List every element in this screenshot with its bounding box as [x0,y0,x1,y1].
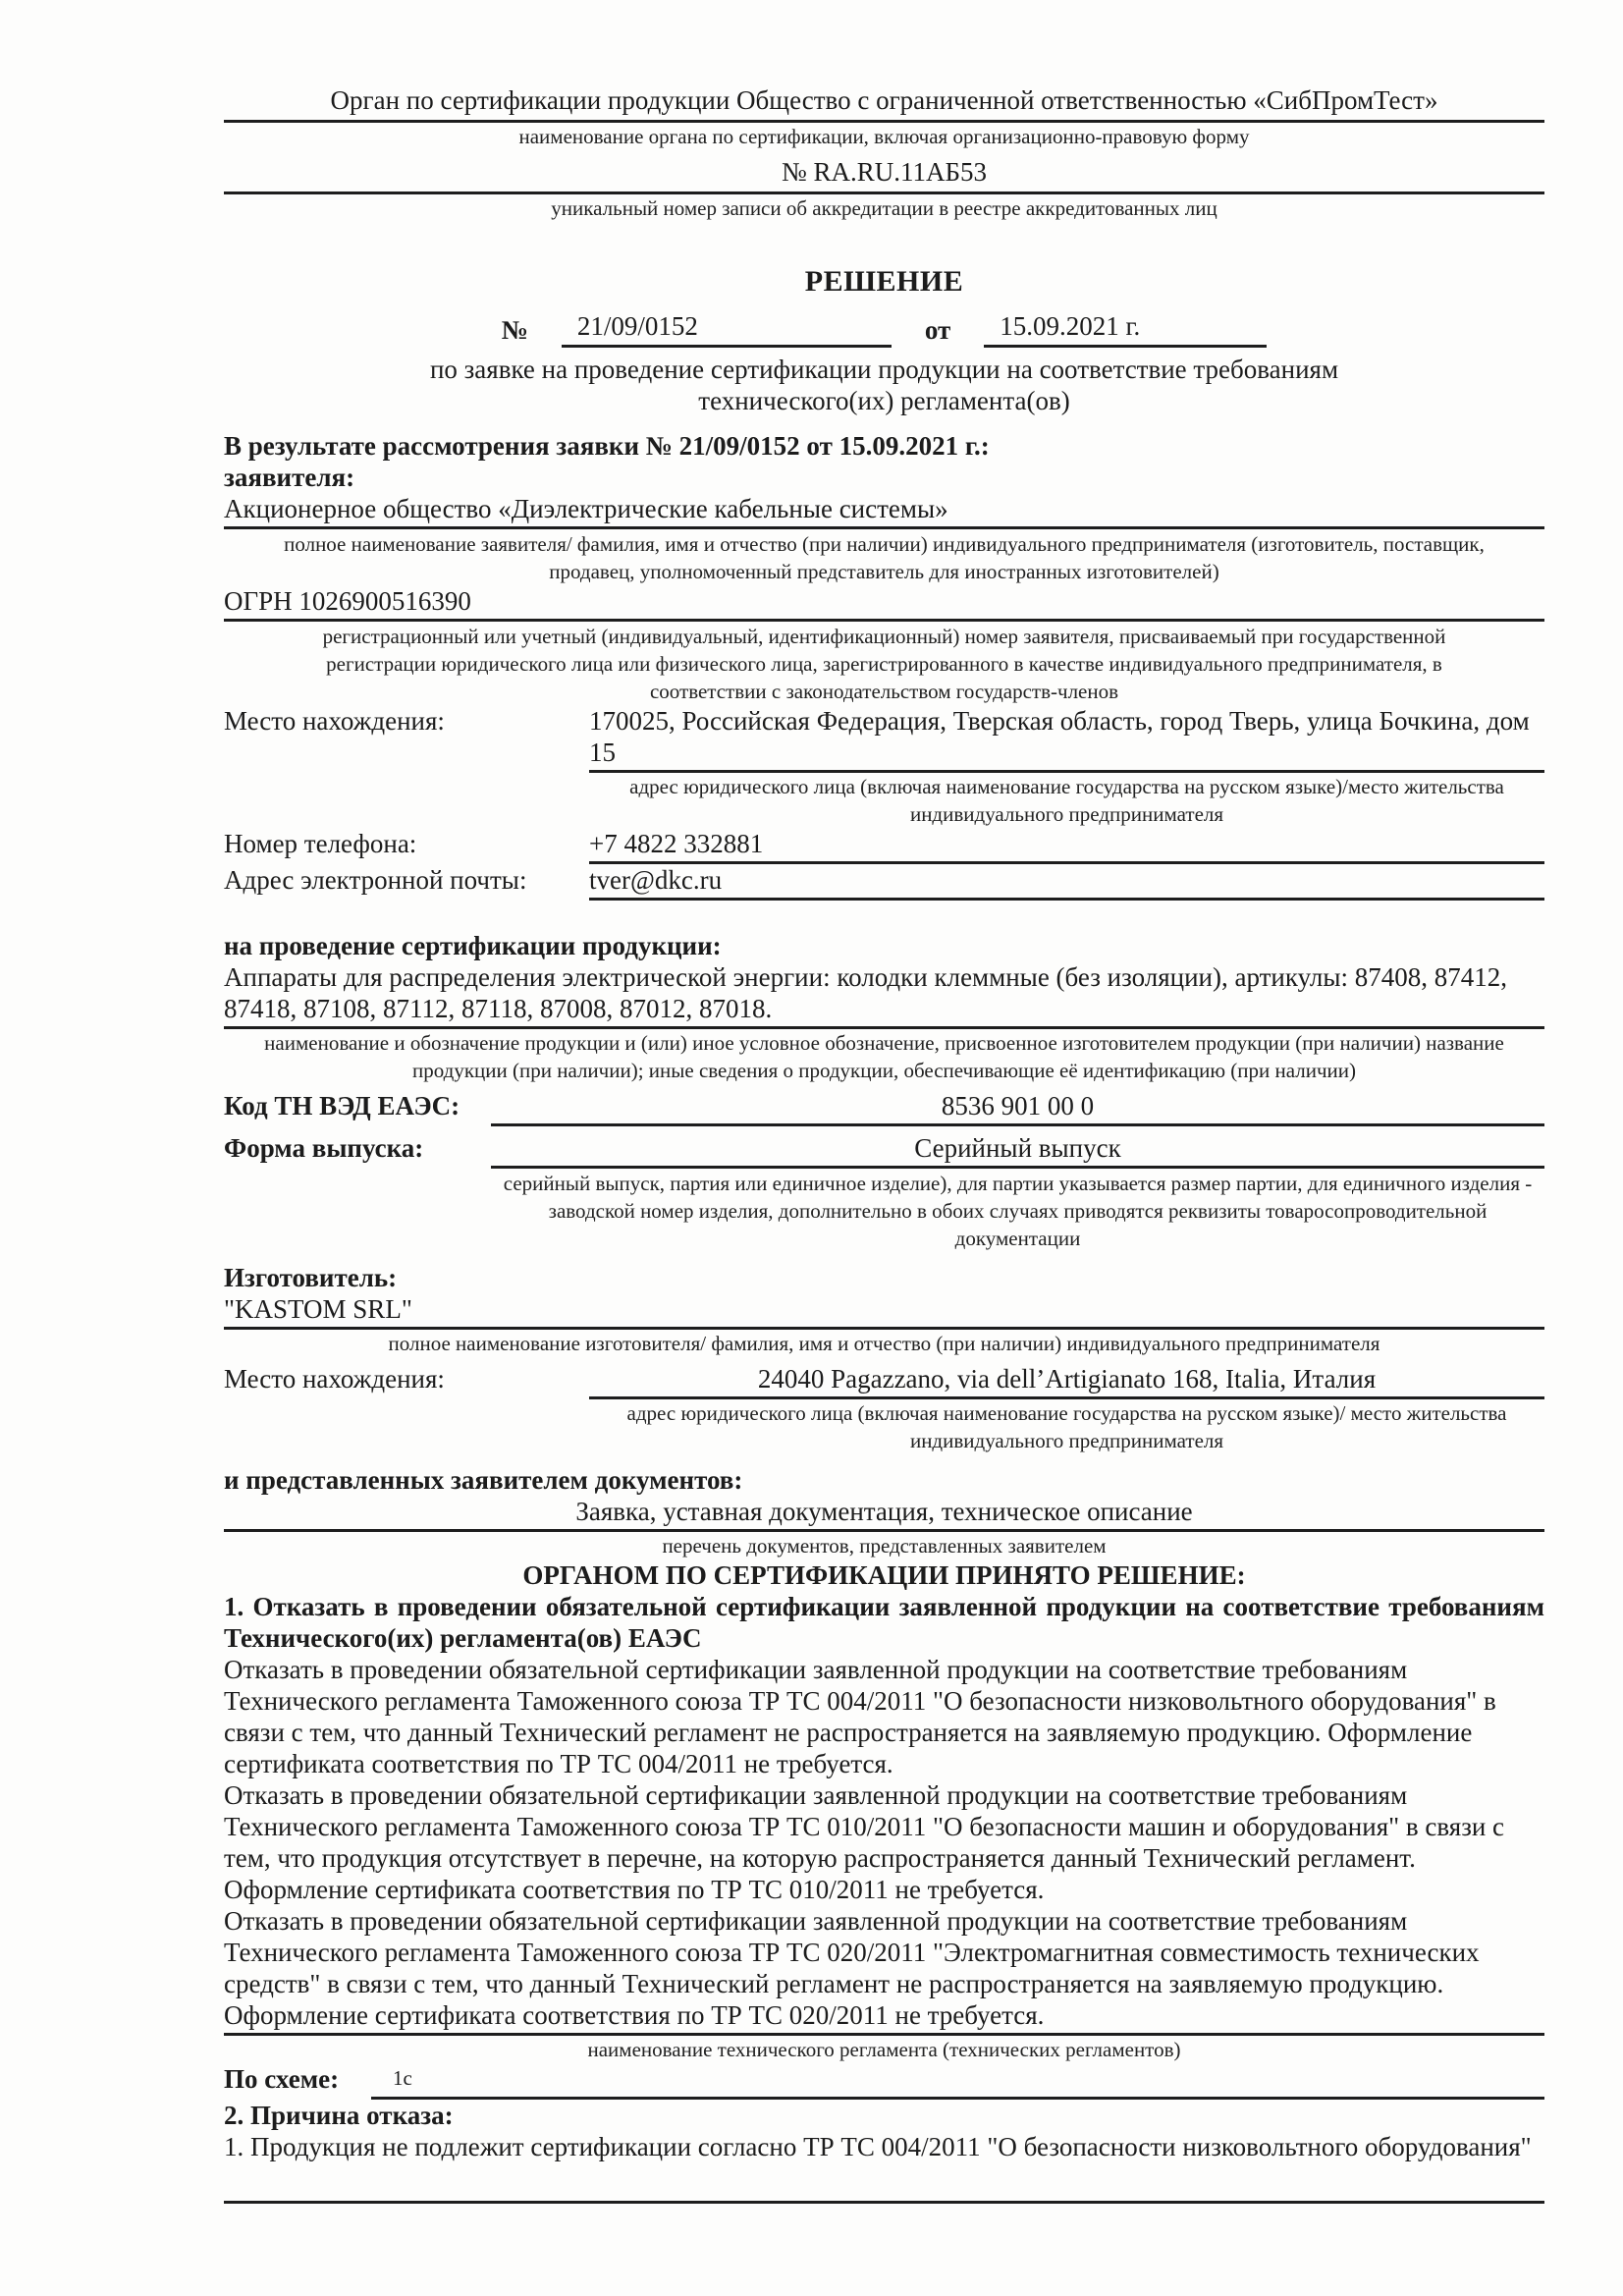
scheme-row [224,2063,1544,2100]
applicant-location-caption: адрес юридического лица (включая наименование государства на русском языке)/место жительства индивидуального предпринимателя [629,775,1504,826]
decision-paragraph-020: Отказать в проведении обязательной сертификации заявленной продукции на соответствие требованиям Технического регламента Таможенного союза ТР ТС 020/2011 "Электромагнитная совместимость технических средств" в связи с тем, что данный Технический регламент не распространяется на заявляемую продукцию. Оформление сертификата соответствия по ТР ТС 020/2011 не требуется. [224,1906,1480,2030]
manufacturer-name-caption: полное наименование изготовителя/ фамилия, имя и отчество (при наличии) индивидуального предпринимателя [388,1332,1380,1355]
review-intro: В результате рассмотрения заявки № 21/09/0152 от 15.09.2021 г.: [224,431,990,461]
refusal-section-heading: 2. Причина отказа: [224,2101,454,2130]
trailing-blank-rule [224,2200,1544,2204]
documents-caption: перечень документов, представленных заявителем [662,1534,1107,1558]
decision-heading: ОРГАНОМ ПО СЕРТИФИКАЦИИ ПРИНЯТО РЕШЕНИЕ: [522,1560,1246,1590]
manufacturer-name: "KASTOM SRL" [224,1293,1544,1330]
accreditation-number-caption: уникальный номер записи об аккредитации в реестре аккредитованных лиц [551,196,1217,220]
refusal-reason: 1. Продукция не подлежит сертификации согласно ТР ТС 004/2011 "О безопасности низковольтного оборудования" [224,2132,1532,2161]
tnved-row [224,1090,1544,1126]
applicant-name-caption: полное наименование заявителя/ фамилия, имя и отчество (при наличии) индивидуального предпринимателя (изготовитель, поставщик, продавец, уполномоченный представитель для иностранных изготовителей) [284,532,1485,583]
release-form-row [224,1132,1544,1252]
scheme-value: 1с [371,2063,1544,2100]
number-sign-label: № [501,315,528,345]
tnved-value: 8536 901 00 0 [491,1090,1544,1126]
product-description: Аппараты для распределения электрической энергии: колодки клеммные (без изоляции), артикулы: 87408, 87412, 87418, 87108, 87112, 87118, 87008, 87012, 87018. [224,961,1544,1029]
accreditation-number: № RA.RU.11АБ53 [224,156,1544,194]
applicant-email-label: Адрес электронной почты: [224,865,527,895]
applicant-email-value: tver@dkc.ru [589,864,1544,901]
manufacturer-location-label: Место нахождения: [224,1364,445,1394]
applicant-phone-label: Номер телефона: [224,829,417,858]
subtitle-line-2: технического(их) регламента(ов) [698,386,1070,415]
applicant-phone-value: +7 4822 332881 [589,828,1544,864]
applicant-location-label: Место нахождения: [224,706,445,736]
applicant-location-row [224,705,1544,828]
tnved-label: Код ТН ВЭД ЕАЭС: [224,1091,460,1121]
manufacturer-location-row [224,1363,1544,1454]
applicant-location-value: 170025, Российская Федерация, Тверская область, город Тверь, улица Бочкина, дом 15 [589,705,1544,773]
applicant-ogrn: ОГРН 1026900516390 [224,585,1544,622]
decision-paragraph-010: Отказать в проведении обязательной сертификации заявленной продукции на соответствие требованиям Технического регламента Таможенного союза ТР ТС 010/2011 "О безопасности машин и оборудования" в связи с тем, что продукция отсутствует в перечне, на которую распространяется данный Технический регламент. Оформление сертификата соответствия по ТР ТС 010/2011 не требуется. [224,1780,1505,1904]
decision-paragraph-004: Отказать в проведении обязательной сертификации заявленной продукции на соответствие требованиям Технического регламента Таможенного союза ТР ТС 004/2011 "О безопасности низковольтного оборудования" в связи с тем, что данный Технический регламент не распространяется на заявляемую продукцию. Оформление сертификата соответствия по ТР ТС 004/2011 не требуется. [224,1655,1496,1778]
product-section-heading: на проведение сертификации продукции: [224,931,722,960]
scheme-label: По схеме: [224,2064,340,2094]
decision-number-value: 21/09/0152 [562,310,892,348]
date-from-label: от [924,315,951,345]
documents-list: Заявка, уставная документация, техническое описание [224,1496,1544,1532]
document-content [224,84,1544,2204]
release-form-label: Форма выпуска: [224,1133,424,1163]
applicant-section-label: заявителя: [224,463,355,492]
document-title: РЕШЕНИЕ [804,265,964,298]
documents-section-heading: и представленных заявителем документов: [224,1465,743,1495]
decision-paragraphs [224,1654,1544,2036]
release-form-value: Серийный выпуск [491,1132,1544,1169]
applicant-location-main [589,705,1544,828]
certification-body-name: Орган по сертификации продукции Общество с ограниченной ответственностью «СибПромТест» [224,84,1544,123]
release-form-caption: серийный выпуск, партия или единичное изделие), для партии указывается размер партии, для единичного изделия - заводской номер изделия, дополнительно в обоих случаях приводятся реквизиты товаросопроводительной документации [503,1172,1533,1250]
decision-item-1: 1. Отказать в проведении обязательной сертификации заявленной продукции на соответствие требованиям Технического(их) регламента(ов) ЕАЭС [224,1592,1544,1653]
applicant-name: Акционерное общество «Диэлектрические кабельные системы» [224,493,1544,529]
subtitle-line-1: по заявке на проведение сертификации продукции на соответствие требованиям [429,355,1339,384]
certification-body-caption: наименование органа по сертификации, включая организационно-правовую форму [518,125,1250,148]
manufacturer-section-heading: Изготовитель: [224,1263,398,1292]
applicant-email-row [224,864,1544,901]
decision-date-value: 15.09.2021 г. [984,310,1267,348]
applicant-phone-row [224,828,1544,864]
manufacturer-location-value: 24040 Pagazzano, via dell’Artigianato 168, Italia, Италия [589,1363,1544,1399]
manufacturer-location-caption: адрес юридического лица (включая наименование государства на русском языке)/ место жительства индивидуального предпринимателя [626,1401,1507,1452]
product-description-caption: наименование и обозначение продукции и (или) иное условное обозначение, присвоенное изготовителем продукции (при наличии) название продукции (при наличии); иные сведения о продукции, обеспечивающие её идентификацию (при наличии) [264,1031,1504,1082]
regulation-name-caption: наименование технического регламента (технических регламентов) [587,2038,1181,2061]
applicant-ogrn-caption: регистрационный или учетный (индивидуальный, идентификационный) номер заявителя, присваиваемый при государственной регистрации юридического лица или физического лица, зарегистрированного в качестве индивидуального предпринимателя, в соответствии с законодательством государств-членов [322,625,1446,703]
decision-number-line [224,306,1544,348]
